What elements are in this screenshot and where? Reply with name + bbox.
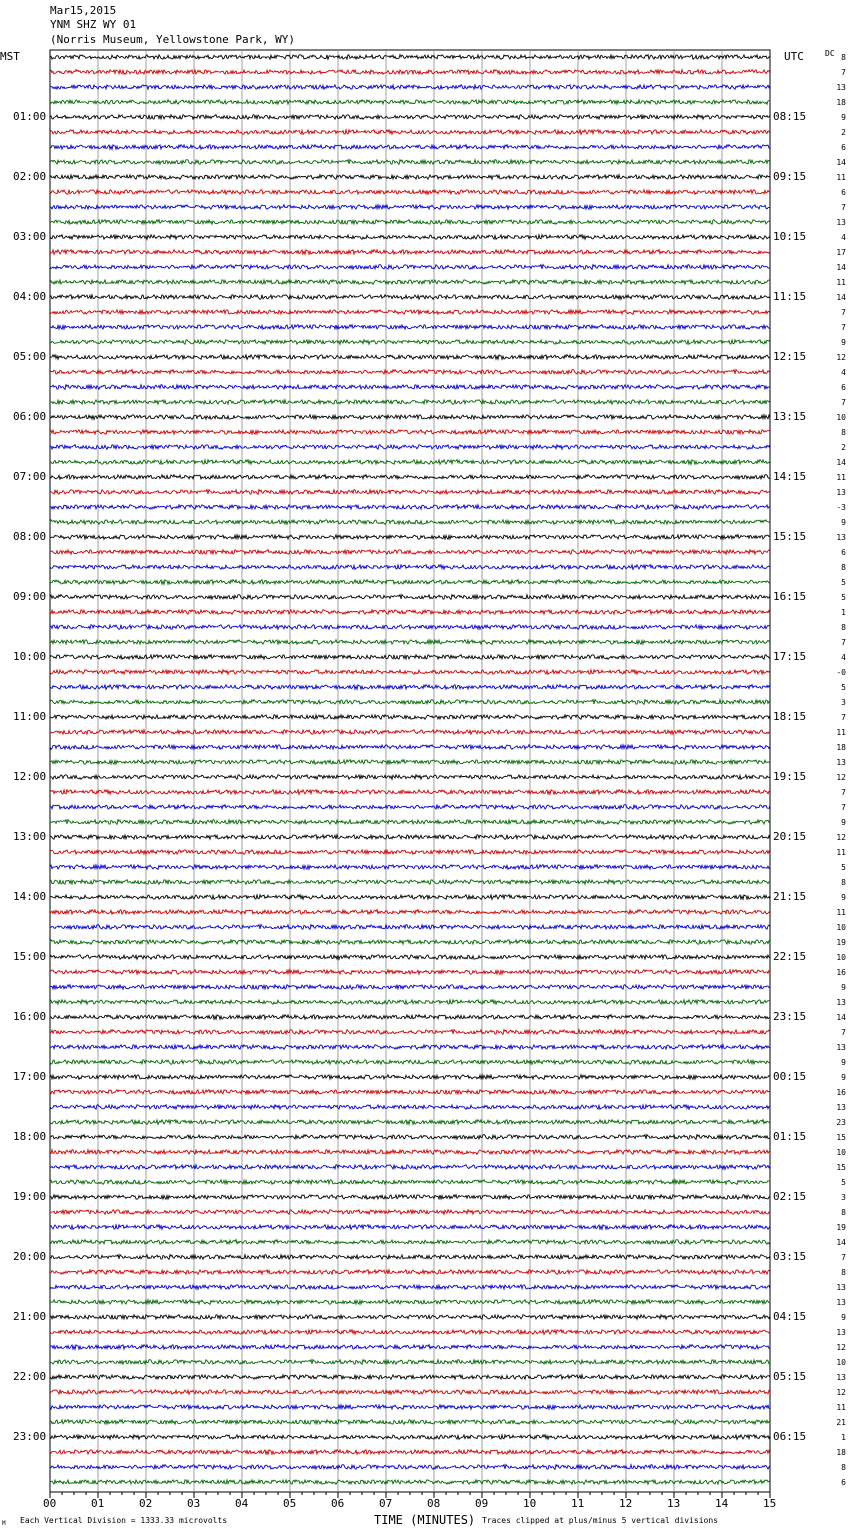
dc-offset-value: 9 (841, 1313, 846, 1322)
right-hour-label: 06:15 (773, 1430, 807, 1443)
left-hour-label: 22:00 (13, 1370, 47, 1383)
corner-mark: M (2, 1520, 6, 1527)
trace-row-46 (50, 745, 770, 750)
right-hour-label: 23:15 (773, 1010, 807, 1023)
dc-offset-value: 5 (841, 1178, 846, 1187)
trace-row-50 (50, 805, 770, 810)
trace-row-93 (50, 1450, 770, 1455)
trace-row-39 (50, 640, 770, 645)
dc-offset-value: 12 (836, 1388, 846, 1397)
dc-offset-value: 13 (836, 533, 846, 542)
dc-offset-value: 12 (836, 773, 846, 782)
dc-offset-value: 12 (836, 833, 846, 842)
dc-offset-value: 6 (841, 548, 846, 557)
trace-row-4 (50, 115, 770, 120)
left-hour-label: 07:00 (13, 470, 47, 483)
trace-row-86 (50, 1345, 770, 1350)
trace-row-84 (50, 1315, 770, 1320)
dc-offset-value: 13 (836, 83, 846, 92)
dc-offset-value: 4 (841, 653, 846, 662)
trace-row-68 (50, 1075, 770, 1080)
trace-row-40 (50, 655, 770, 660)
dc-offset-value: 10 (836, 953, 846, 962)
dc-offset-value: 10 (836, 1148, 846, 1157)
right-hour-label: 04:15 (773, 1310, 807, 1323)
dc-offset-value: 5 (841, 578, 846, 587)
trace-row-94 (50, 1465, 770, 1470)
dc-offset-value: 5 (841, 593, 846, 602)
dc-offset-value: 14 (836, 458, 846, 467)
x-tick-label: 10 (523, 1497, 537, 1510)
trace-row-63 (50, 1000, 770, 1005)
trace-row-18 (50, 325, 770, 330)
trace-row-20 (50, 355, 770, 360)
trace-row-2 (50, 85, 770, 90)
dc-offset-value: 14 (836, 293, 846, 302)
dc-offset-value: 11 (836, 848, 846, 857)
dc-offset-value: 13 (836, 1328, 846, 1337)
dc-offset-value: 17 (836, 248, 846, 257)
trace-row-66 (50, 1045, 770, 1050)
right-hour-label: 14:15 (773, 470, 807, 483)
dc-offset-value: 1 (841, 608, 846, 617)
dc-offset-value: 8 (841, 1268, 846, 1277)
trace-row-15 (50, 280, 770, 285)
dc-offset-value: 7 (841, 308, 846, 317)
dc-offset-value: 13 (836, 1298, 846, 1307)
trace-row-65 (50, 1030, 770, 1035)
dc-offset-value: 8 (841, 428, 846, 437)
right-hour-label: 01:15 (773, 1130, 807, 1143)
trace-row-83 (50, 1300, 770, 1305)
dc-offset-value: 13 (836, 488, 846, 497)
dc-offset-value: 6 (841, 188, 846, 197)
x-tick-label: 05 (283, 1497, 297, 1510)
trace-row-92 (50, 1435, 770, 1440)
dc-offset-value: 8 (841, 53, 846, 62)
trace-row-90 (50, 1405, 770, 1410)
dc-offset-value: -3 (836, 503, 846, 512)
dc-offset-value: 19 (836, 938, 846, 947)
dc-offset-value: 16 (836, 1088, 846, 1097)
dc-offset-value: 15 (836, 1163, 846, 1172)
right-hour-label: 12:15 (773, 350, 807, 363)
trace-row-88 (50, 1375, 770, 1380)
left-timezone-label: MST (0, 50, 20, 63)
x-tick-label: 06 (331, 1497, 345, 1510)
dc-offset-value: 14 (836, 1238, 846, 1247)
dc-offset-value: 2 (841, 128, 846, 137)
x-tick-label: 15 (763, 1497, 777, 1510)
dc-offset-value: 9 (841, 893, 846, 902)
right-hour-label: 05:15 (773, 1370, 807, 1383)
trace-row-57 (50, 910, 770, 915)
trace-row-41 (50, 670, 770, 675)
dc-offset-value: 6 (841, 143, 846, 152)
trace-row-59 (50, 940, 770, 945)
dc-offset-value: 3 (841, 1193, 846, 1202)
station-location: (Norris Museum, Yellowstone Park, WY) (50, 33, 296, 46)
dc-offset-value: 7 (841, 323, 846, 332)
trace-row-56 (50, 895, 770, 900)
trace-row-36 (50, 595, 770, 600)
dc-offset-value: -0 (836, 668, 846, 677)
trace-row-73 (50, 1150, 770, 1155)
trace-row-23 (50, 400, 770, 405)
right-hour-label: 10:15 (773, 230, 807, 243)
dc-offset-value: 12 (836, 353, 846, 362)
dc-offset-value: 11 (836, 173, 846, 182)
dc-offset-value: 10 (836, 923, 846, 932)
x-tick-label: 09 (475, 1497, 489, 1510)
right-hour-label: 20:15 (773, 830, 807, 843)
scale-note: Each Vertical Division = 1333.33 microvolts (20, 1516, 228, 1525)
right-hour-label: 02:15 (773, 1190, 807, 1203)
right-hour-label: 03:15 (773, 1250, 807, 1263)
trace-row-85 (50, 1330, 770, 1335)
right-hour-label: 22:15 (773, 950, 807, 963)
trace-row-45 (50, 730, 770, 735)
dc-offset-value: 8 (841, 878, 846, 887)
dc-offset-value: 7 (841, 1253, 846, 1262)
dc-offset-value: 11 (836, 473, 846, 482)
x-tick-label: 01 (91, 1497, 105, 1510)
trace-row-53 (50, 850, 770, 855)
trace-row-44 (50, 715, 770, 720)
x-tick-label: 12 (619, 1497, 633, 1510)
dc-offset-value: 7 (841, 398, 846, 407)
trace-row-5 (50, 130, 770, 135)
trace-row-26 (50, 445, 770, 450)
left-hour-label: 06:00 (13, 410, 47, 423)
seismic-traces (50, 55, 770, 1485)
dc-offset-value: 7 (841, 788, 846, 797)
dc-offset-header: DC (825, 49, 835, 58)
x-tick-label: 11 (571, 1497, 585, 1510)
trace-row-67 (50, 1060, 770, 1065)
x-tick-label: 02 (139, 1497, 153, 1510)
right-hour-label: 11:15 (773, 290, 807, 303)
trace-row-16 (50, 295, 770, 300)
trace-row-52 (50, 835, 770, 840)
x-tick-label: 08 (427, 1497, 441, 1510)
trace-row-21 (50, 370, 770, 375)
dc-offset-value: 14 (836, 158, 846, 167)
dc-offset-value: 9 (841, 1058, 846, 1067)
trace-row-89 (50, 1390, 770, 1395)
dc-offset-value: 3 (841, 698, 846, 707)
dc-offset-value: 11 (836, 1403, 846, 1412)
dc-offset-value: 7 (841, 1028, 846, 1037)
trace-row-79 (50, 1240, 770, 1245)
right-hour-label: 00:15 (773, 1070, 807, 1083)
trace-row-62 (50, 985, 770, 990)
dc-offset-value: 7 (841, 203, 846, 212)
dc-offset-value: 14 (836, 1013, 846, 1022)
dc-offset-value: 11 (836, 728, 846, 737)
trace-row-58 (50, 925, 770, 930)
trace-row-71 (50, 1120, 770, 1125)
dc-offset-value: 9 (841, 1073, 846, 1082)
left-hour-label: 16:00 (13, 1010, 47, 1023)
trace-row-11 (50, 220, 770, 225)
trace-row-43 (50, 700, 770, 705)
dc-offset-value: 9 (841, 518, 846, 527)
left-hour-label: 15:00 (13, 950, 47, 963)
trace-row-54 (50, 865, 770, 870)
trace-row-51 (50, 820, 770, 825)
trace-row-70 (50, 1105, 770, 1110)
dc-offset-value: 5 (841, 683, 846, 692)
x-axis-title: TIME (MINUTES) (374, 1513, 476, 1527)
trace-row-69 (50, 1090, 770, 1095)
trace-row-32 (50, 535, 770, 540)
trace-row-8 (50, 175, 770, 180)
trace-row-77 (50, 1210, 770, 1215)
dc-offset-value: 7 (841, 713, 846, 722)
left-hour-label: 04:00 (13, 290, 47, 303)
trace-row-75 (50, 1180, 770, 1185)
trace-row-30 (50, 505, 770, 510)
trace-row-27 (50, 460, 770, 465)
left-hour-label: 09:00 (13, 590, 47, 603)
trace-row-55 (50, 880, 770, 885)
left-hour-label: 21:00 (13, 1310, 47, 1323)
dc-offset-value: 21 (836, 1418, 846, 1427)
trace-row-9 (50, 190, 770, 195)
plot-date: Mar15,2015 (50, 4, 117, 17)
trace-row-80 (50, 1255, 770, 1260)
right-hour-label: 17:15 (773, 650, 807, 663)
dc-offset-value: 8 (841, 1208, 846, 1217)
left-hour-label: 17:00 (13, 1070, 47, 1083)
left-hour-label: 10:00 (13, 650, 47, 663)
left-hour-label: 18:00 (13, 1130, 47, 1143)
trace-row-19 (50, 340, 770, 345)
dc-offset-value: 18 (836, 1448, 846, 1457)
trace-row-29 (50, 490, 770, 495)
trace-row-3 (50, 100, 770, 105)
dc-offset-value: 9 (841, 818, 846, 827)
dc-offset-value: 13 (836, 1043, 846, 1052)
right-hour-label: 09:15 (773, 170, 807, 183)
dc-offset-value: 10 (836, 1358, 846, 1367)
trace-row-49 (50, 790, 770, 795)
trace-row-1 (50, 70, 770, 75)
dc-offset-value: 11 (836, 278, 846, 287)
trace-row-31 (50, 520, 770, 525)
dc-offset-value: 9 (841, 113, 846, 122)
trace-row-22 (50, 385, 770, 390)
dc-offset-value: 8 (841, 1463, 846, 1472)
dc-offset-value: 13 (836, 758, 846, 767)
dc-offset-value: 18 (836, 98, 846, 107)
dc-offset-value: 13 (836, 218, 846, 227)
dc-offset-value: 9 (841, 983, 846, 992)
left-hour-label: 14:00 (13, 890, 47, 903)
trace-row-91 (50, 1420, 770, 1425)
left-hour-label: 03:00 (13, 230, 47, 243)
trace-row-37 (50, 610, 770, 615)
dc-offset-value: 13 (836, 1103, 846, 1112)
dc-offset-value: 7 (841, 638, 846, 647)
x-axis-ticks (50, 1492, 770, 1498)
trace-row-28 (50, 475, 770, 480)
trace-row-17 (50, 310, 770, 315)
left-hour-label: 23:00 (13, 1430, 47, 1443)
dc-offset-value: 1 (841, 1433, 846, 1442)
trace-row-24 (50, 415, 770, 420)
trace-row-64 (50, 1015, 770, 1020)
dc-offset-value: 23 (836, 1118, 846, 1127)
trace-row-95 (50, 1480, 770, 1485)
left-hour-label: 08:00 (13, 530, 47, 543)
dc-offset-value: 4 (841, 233, 846, 242)
dc-offset-value: 8 (841, 563, 846, 572)
dc-offset-value: 13 (836, 1283, 846, 1292)
right-hour-label: 13:15 (773, 410, 807, 423)
trace-row-72 (50, 1135, 770, 1140)
right-hour-label: 08:15 (773, 110, 807, 123)
left-hour-label: 12:00 (13, 770, 47, 783)
trace-row-0 (50, 55, 770, 60)
trace-row-48 (50, 775, 770, 780)
dc-offset-value: 7 (841, 803, 846, 812)
trace-row-33 (50, 550, 770, 555)
left-hour-label: 19:00 (13, 1190, 47, 1203)
dc-offset-value: 2 (841, 443, 846, 452)
dc-offset-value: 11 (836, 908, 846, 917)
trace-row-78 (50, 1225, 770, 1230)
clip-note: Traces clipped at plus/minus 5 vertical divisions (482, 1516, 719, 1525)
dc-offset-value: 15 (836, 1133, 846, 1142)
trace-row-38 (50, 625, 770, 630)
right-hour-label: 19:15 (773, 770, 807, 783)
left-hour-label: 05:00 (13, 350, 47, 363)
dc-offset-value: 13 (836, 1373, 846, 1382)
dc-offset-value: 18 (836, 743, 846, 752)
right-hour-label: 15:15 (773, 530, 807, 543)
dc-offset-value: 8 (841, 623, 846, 632)
x-tick-label: 13 (667, 1497, 681, 1510)
dc-offset-value: 13 (836, 998, 846, 1007)
x-tick-label: 03 (187, 1497, 201, 1510)
left-hour-label: 20:00 (13, 1250, 47, 1263)
trace-row-34 (50, 565, 770, 570)
left-hour-label: 11:00 (13, 710, 47, 723)
trace-row-35 (50, 580, 770, 585)
right-hour-label: 18:15 (773, 710, 807, 723)
dc-offset-value: 6 (841, 1478, 846, 1487)
trace-row-6 (50, 145, 770, 150)
trace-row-10 (50, 205, 770, 210)
right-hour-label: 16:15 (773, 590, 807, 603)
dc-offset-value: 12 (836, 1343, 846, 1352)
left-hour-label: 02:00 (13, 170, 47, 183)
dc-offset-value: 19 (836, 1223, 846, 1232)
trace-row-60 (50, 955, 770, 960)
trace-row-14 (50, 265, 770, 270)
left-hour-label: 13:00 (13, 830, 47, 843)
dc-offset-value: 5 (841, 863, 846, 872)
x-tick-label: 07 (379, 1497, 393, 1510)
right-hour-label: 21:15 (773, 890, 807, 903)
trace-row-42 (50, 685, 770, 690)
trace-row-74 (50, 1165, 770, 1170)
dc-offset-value: 7 (841, 68, 846, 77)
trace-row-25 (50, 430, 770, 435)
dc-offset-value: 16 (836, 968, 846, 977)
trace-row-87 (50, 1360, 770, 1365)
trace-row-13 (50, 250, 770, 255)
trace-row-81 (50, 1270, 770, 1275)
x-tick-label: 00 (43, 1497, 57, 1510)
dc-offset-value: 14 (836, 263, 846, 272)
trace-row-7 (50, 160, 770, 165)
trace-row-47 (50, 760, 770, 765)
station-code: YNM SHZ WY 01 (50, 18, 137, 31)
trace-row-82 (50, 1285, 770, 1290)
dc-offset-value: 10 (836, 413, 846, 422)
trace-row-76 (50, 1195, 770, 1200)
dc-offset-value: 6 (841, 383, 846, 392)
x-tick-label: 04 (235, 1497, 249, 1510)
left-hour-label: 01:00 (13, 110, 47, 123)
dc-offset-value: 4 (841, 368, 846, 377)
dc-offset-value: 9 (841, 338, 846, 347)
trace-row-12 (50, 235, 770, 240)
x-tick-label: 14 (715, 1497, 729, 1510)
right-timezone-label: UTC (784, 50, 804, 63)
trace-row-61 (50, 970, 770, 975)
